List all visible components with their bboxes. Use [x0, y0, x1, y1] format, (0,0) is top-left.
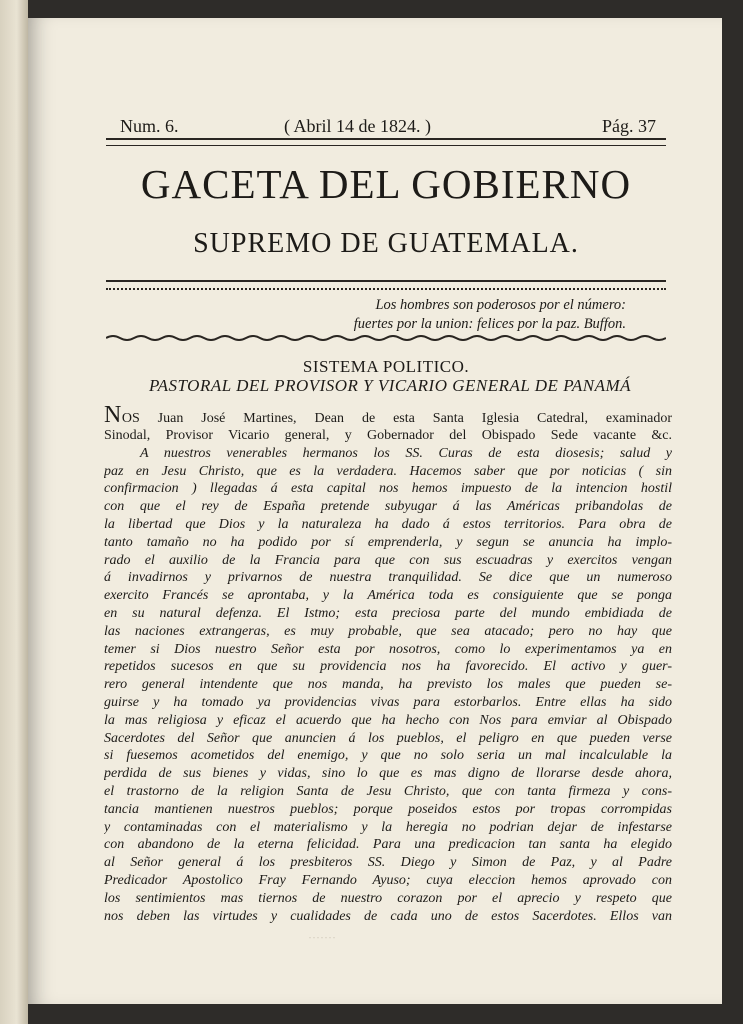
article-body: [104, 403, 672, 925]
motto-line-2: fuertes por la union: felices por la paz. Buffon.: [353, 316, 626, 332]
body-line: con que el rey de España pretende subyugar á las Américas pribandolas de: [104, 499, 672, 515]
body-line: repetidos sucesos en que su providencia nos ha favorecido. El activo y guer-: [104, 659, 672, 675]
masthead-title: GACETA DEL GOBIERNO: [140, 161, 632, 207]
body-line: nos deben las virtudes y cualidades de cada uno de estos Sacerdotes. Ellos van: [104, 908, 672, 924]
facing-page-edge: [0, 0, 28, 1024]
body-line: al Señor general á los presbiteros SS. Diego y Simon de Paz, y al Padre: [104, 855, 672, 871]
ornamental-rule: [106, 280, 666, 290]
masthead-subtitle: SUPREMO DE GUATEMALA.: [193, 228, 579, 259]
body-line: á invadirnos y privarnos de nuestra tranquilidad. Se dice que un numeroso: [104, 570, 672, 586]
drop-cap: N: [104, 403, 122, 427]
body-line: la libertad que Dios y la naturaleza ha dado á estos territorios. Para obra de: [104, 516, 672, 532]
header-line: [116, 116, 656, 140]
issue-date: ( Abril 14 de 1824. ): [284, 116, 431, 136]
body-line: los sentimientos mas tiernos de nuestro corazon por el aprecio y respeto que: [104, 890, 672, 906]
body-line: con abandono de la eterna felicidad. Para una predicacion tan santa ha elegido: [104, 837, 672, 853]
bleed-through-text: ·······: [308, 931, 336, 945]
body-line: Sacerdotes del Señor que anuncien á los pueblos, el peligro en que pueden verse: [104, 730, 672, 746]
body-line: las naciones extrangeras, es muy probable, que sea atacado; pero no hay que: [104, 623, 672, 639]
section-title: SISTEMA POLITICO.: [302, 357, 470, 376]
issue-number: Num. 6.: [120, 116, 179, 136]
body-line: paz en Jesu Christo, que es la verdadera. Hacemos saber que por noticias ( sin: [104, 463, 672, 479]
body-line: A nuestros venerables hermanos los SS. Curas de esta diosesis; salud y: [140, 445, 672, 461]
body-line: rado el auxilio de la Francia para que con sus escuadras y exercitos vengan: [104, 552, 672, 568]
body-line: tancia mantienen nuestros pueblos; porque poseidos estos por tropas corrompidas: [104, 801, 672, 817]
body-line: rero general intendente que nos manda, ha previsto los males que pueden se-: [104, 677, 672, 693]
newspaper-page: [28, 18, 722, 1004]
body-line: perdida de sus bienes y vidas, sino lo que es mas digno de llorarse desde ahora,: [104, 766, 672, 782]
body-line: tanto tamaño no ha podido por sí emprenderla, y segun se anuncia ha implo-: [104, 534, 672, 550]
body-first-line-text: OS Juan José Martines, Dean de esta Santa Iglesia Catedral, examinador: [121, 411, 672, 426]
motto: [296, 296, 626, 334]
body-line: Sinodal, Provisor Vicario general, y Gobernador del Obispado Sede vacante &c.: [104, 428, 672, 443]
wavy-rule: [106, 334, 666, 342]
body-line: si fuesemos acometidos del enemigo, y que no solo seria un mal incalculable la: [104, 748, 672, 764]
body-line: temer si Dios nuestro Señor esta por nosotros, como lo experimentamos ya en: [104, 641, 672, 657]
body-line: Predicador Apostolico Fray Fernando Ayuso; cuya eleccion hemos aprovado con: [104, 872, 672, 888]
body-line: y contaminadas con el materialismo y la heregia no podrian dejar de infestarse: [104, 819, 672, 835]
body-line: el trastorno de la religion Santa de Jesu Christo, que con tanta firmeza y cons-: [104, 783, 672, 799]
body-line: exercito Francés se aprontaba, y la América toda es consiguiente que se ponga: [104, 588, 672, 604]
body-first-line: [104, 403, 672, 427]
body-line: confirmacion ) llegadas á esta capital nos hemos impuesto de la intencion hostil: [104, 481, 672, 497]
article-title: PASTORAL DEL PROVISOR Y VICARIO GENERAL DE PANAMÁ: [148, 376, 632, 395]
body-line: en su natural defenza. El Istmo; esta preciosa parte del mundo embidiada de: [104, 605, 672, 621]
body-line: guirse y ha tomado ya providencias vivas para estorbarlos. Entre ellas ha sido: [104, 694, 672, 710]
header-rule: [106, 138, 666, 146]
body-line: la mas religiosa y eficaz el acuerdo que ha hecho con Nos para emviar al Obispado: [104, 712, 672, 728]
page-number: Pág. 37: [602, 116, 656, 136]
motto-line-1: Los hombres son poderosos por el número:: [375, 297, 626, 313]
